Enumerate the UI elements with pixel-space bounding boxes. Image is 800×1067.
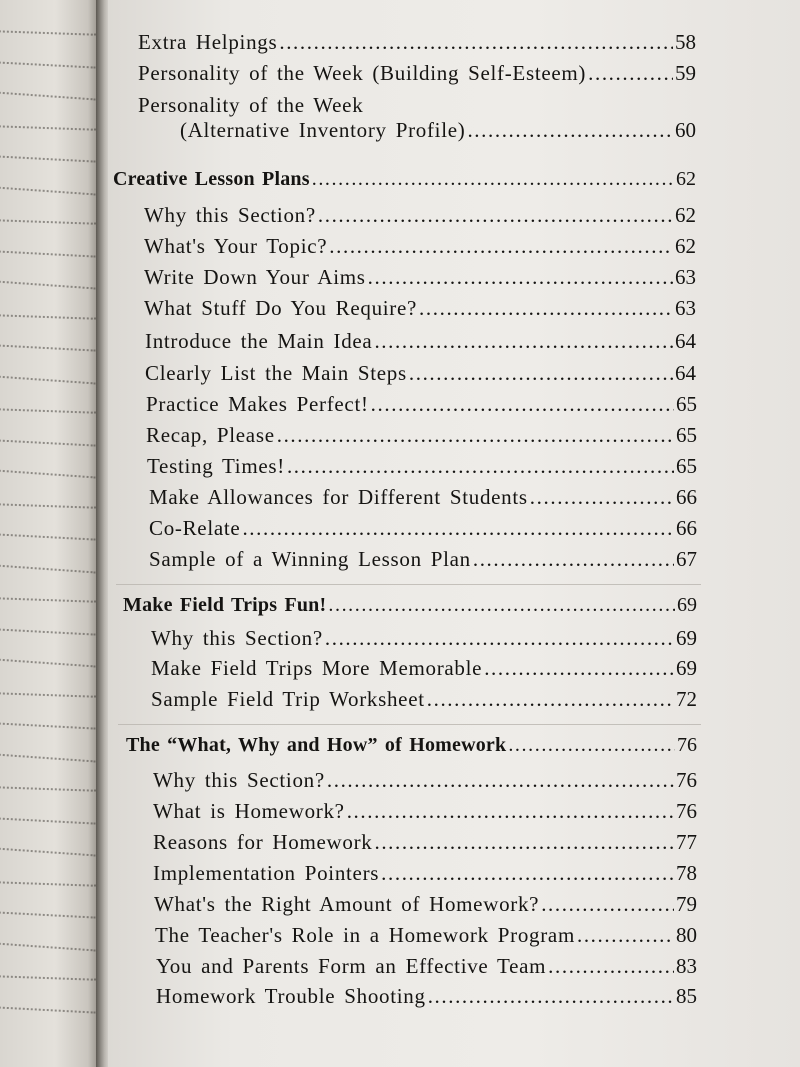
toc-entry-page: 66 bbox=[676, 516, 697, 540]
facing-page-leader bbox=[0, 460, 96, 479]
toc-entry-title: Why this Section? bbox=[144, 203, 316, 227]
dot-leader bbox=[484, 656, 674, 681]
toc-entry bbox=[153, 830, 697, 855]
facing-page-leader bbox=[0, 240, 96, 257]
toc-entry bbox=[151, 626, 697, 651]
toc-entry-title: Sample Field Trip Worksheet bbox=[151, 687, 425, 711]
toc-entry-page: 59 bbox=[675, 61, 696, 85]
toc-entry bbox=[144, 265, 696, 290]
toc-entry-page: 66 bbox=[676, 485, 697, 509]
facing-page-leader bbox=[0, 712, 96, 729]
toc-entry bbox=[153, 768, 697, 793]
facing-page-leader bbox=[0, 334, 96, 351]
toc-entry bbox=[146, 392, 697, 417]
toc-entry bbox=[151, 687, 697, 712]
toc-entry-page: 65 bbox=[676, 423, 697, 447]
facing-page-edge bbox=[0, 0, 100, 1067]
dot-leader bbox=[318, 203, 673, 228]
toc-entry bbox=[147, 454, 697, 479]
dot-leader bbox=[277, 423, 674, 448]
facing-page-leader bbox=[0, 682, 96, 697]
toc-entry-page: 76 bbox=[677, 734, 697, 756]
toc-section-title: Creative Lesson Plans bbox=[113, 168, 310, 190]
toc-entry-page: 64 bbox=[675, 361, 696, 385]
toc-entry-page: 85 bbox=[676, 984, 697, 1008]
dot-leader bbox=[508, 734, 675, 757]
toc-entry bbox=[149, 485, 697, 510]
toc-entry-page: 69 bbox=[677, 594, 697, 616]
facing-page-leader bbox=[0, 871, 96, 886]
toc-entry bbox=[146, 423, 697, 448]
toc-entry-title: Implementation Pointers bbox=[153, 861, 380, 885]
toc-entry-title: Make Field Trips More Memorable bbox=[151, 656, 483, 680]
facing-page-leader bbox=[0, 523, 96, 540]
facing-page-leader bbox=[0, 965, 96, 980]
facing-page-leader bbox=[0, 554, 96, 573]
toc-entry bbox=[138, 61, 696, 86]
toc-entry-title: Testing Times! bbox=[147, 454, 285, 478]
toc-entry-title: What Stuff Do You Require? bbox=[144, 296, 418, 320]
dot-leader bbox=[327, 768, 674, 793]
dot-leader bbox=[312, 168, 674, 191]
toc-entry-page: 76 bbox=[676, 768, 697, 792]
facing-page-leader bbox=[0, 618, 96, 635]
facing-page-leader bbox=[0, 776, 96, 791]
toc-entry-title: Sample of a Winning Lesson Plan bbox=[149, 547, 471, 571]
facing-page-leader bbox=[0, 429, 96, 446]
toc-entry bbox=[154, 892, 697, 917]
toc-entry bbox=[156, 954, 697, 979]
dot-leader bbox=[381, 861, 674, 886]
dot-leader bbox=[428, 984, 674, 1009]
facing-page-leader bbox=[0, 996, 96, 1013]
toc-entry-page: 65 bbox=[676, 392, 697, 416]
toc-entry-page: 76 bbox=[676, 799, 697, 823]
dot-leader bbox=[347, 799, 674, 824]
dot-leader bbox=[329, 234, 673, 259]
toc-entry bbox=[153, 861, 697, 886]
toc-page bbox=[108, 0, 800, 1067]
toc-entry-page: 72 bbox=[676, 687, 697, 711]
facing-page-leader bbox=[0, 176, 96, 195]
toc-entry-page: 65 bbox=[676, 454, 697, 478]
facing-page-leader bbox=[0, 365, 96, 384]
toc-entry-title: Homework Trouble Shooting bbox=[156, 984, 426, 1008]
dot-leader bbox=[328, 594, 675, 617]
toc-entry-title: (Alternative Inventory Profile) bbox=[180, 118, 466, 142]
toc-entry-title: The Teacher's Role in a Homework Program bbox=[155, 923, 575, 947]
dot-leader bbox=[577, 923, 674, 948]
facing-page-leader bbox=[0, 304, 96, 319]
facing-page-leader bbox=[0, 209, 96, 224]
dot-leader bbox=[368, 265, 673, 290]
toc-entry-page: 62 bbox=[675, 203, 696, 227]
toc-section-title: The “What, Why and How” of Homework bbox=[126, 734, 507, 756]
toc-entry-page: 79 bbox=[676, 892, 697, 916]
dot-leader bbox=[541, 892, 674, 917]
toc-section-title: Make Field Trips Fun! bbox=[123, 594, 327, 616]
dot-leader bbox=[588, 61, 673, 86]
toc-entry bbox=[145, 361, 696, 386]
facing-page-leader bbox=[0, 649, 96, 668]
toc-entry-page: 69 bbox=[676, 656, 697, 680]
facing-page-leader bbox=[0, 932, 96, 951]
toc-entry-title: Clearly List the Main Steps bbox=[145, 361, 407, 385]
toc-entry-title: Practice Makes Perfect! bbox=[146, 392, 369, 416]
dot-leader bbox=[530, 485, 674, 510]
toc-entry-page: 78 bbox=[676, 861, 697, 885]
toc-entry-page: 63 bbox=[675, 296, 696, 320]
toc-entry-page: 83 bbox=[676, 954, 697, 978]
toc-entry-page: 69 bbox=[676, 626, 697, 650]
facing-page-leader bbox=[0, 145, 96, 162]
toc-entry-title: Co-Relate bbox=[149, 516, 241, 540]
toc-entry-page: 62 bbox=[676, 168, 696, 190]
dot-leader bbox=[374, 830, 674, 855]
dot-leader bbox=[325, 626, 674, 651]
toc-entry-page: 63 bbox=[675, 265, 696, 289]
toc-entry bbox=[144, 234, 696, 259]
toc-entry bbox=[145, 329, 696, 354]
toc-entry-page: 62 bbox=[675, 234, 696, 258]
toc-entry-title: What's Your Topic? bbox=[144, 234, 328, 258]
toc-entry bbox=[149, 547, 697, 572]
toc-entry-title: Make Allowances for Different Students bbox=[149, 485, 528, 509]
toc-entry bbox=[144, 203, 696, 228]
toc-section-heading bbox=[113, 168, 696, 191]
facing-page-leader bbox=[0, 587, 96, 602]
facing-page-leader bbox=[0, 20, 96, 35]
dot-leader bbox=[548, 954, 674, 979]
toc-entry-title: Extra Helpings bbox=[138, 30, 278, 54]
toc-entry-page: 64 bbox=[675, 329, 696, 353]
dot-leader bbox=[242, 516, 674, 541]
toc-entry bbox=[156, 984, 697, 1009]
toc-entry-title: Introduce the Main Idea bbox=[145, 329, 373, 353]
toc-entry-title: Write Down Your Aims bbox=[144, 265, 366, 289]
toc-entry-title-line1: Personality of the Week bbox=[138, 93, 364, 117]
dot-leader bbox=[427, 687, 674, 712]
toc-entry-page: 67 bbox=[676, 547, 697, 571]
toc-entry bbox=[149, 516, 697, 541]
dot-leader bbox=[467, 118, 673, 143]
facing-page-leader bbox=[0, 838, 96, 857]
toc-entry-title: What's the Right Amount of Homework? bbox=[154, 892, 540, 916]
dot-leader bbox=[374, 329, 673, 354]
toc-entry bbox=[180, 118, 696, 143]
toc-section-heading bbox=[123, 594, 697, 617]
toc-entry bbox=[138, 30, 696, 55]
toc-entry bbox=[144, 296, 696, 321]
dot-leader bbox=[279, 30, 673, 55]
toc-entry-page: 60 bbox=[675, 118, 696, 142]
section-divider bbox=[116, 584, 701, 585]
dot-leader bbox=[287, 454, 674, 479]
facing-page-leader bbox=[0, 115, 96, 130]
toc-entry-title: Why this Section? bbox=[151, 626, 323, 650]
facing-page-leader bbox=[0, 493, 96, 508]
dot-leader bbox=[371, 392, 674, 417]
toc-entry-title: You and Parents Form an Effective Team bbox=[156, 954, 547, 978]
facing-page-leader bbox=[0, 743, 96, 762]
facing-page-leader bbox=[0, 398, 96, 413]
toc-entry-page: 80 bbox=[676, 923, 697, 947]
toc-entry-title: What is Homework? bbox=[153, 799, 345, 823]
toc-entry-title: Recap, Please bbox=[146, 423, 275, 447]
dot-leader bbox=[473, 547, 674, 572]
dot-leader bbox=[419, 296, 673, 321]
toc-section-heading bbox=[126, 734, 697, 757]
dot-leader bbox=[409, 361, 673, 386]
toc-entry-page: 77 bbox=[676, 830, 697, 854]
section-divider bbox=[118, 724, 701, 725]
facing-page-leader bbox=[0, 901, 96, 918]
toc-entry-title: Why this Section? bbox=[153, 768, 325, 792]
toc-entry bbox=[155, 923, 697, 948]
toc-entry-page: 58 bbox=[675, 30, 696, 54]
facing-page-leader bbox=[0, 51, 96, 68]
toc-entry bbox=[151, 656, 697, 681]
facing-page-leader bbox=[0, 271, 96, 290]
facing-page-leader bbox=[0, 807, 96, 824]
toc-entry-title: Personality of the Week (Building Self-Esteem) bbox=[138, 61, 587, 85]
facing-page-leader bbox=[0, 82, 96, 101]
toc-entry bbox=[153, 799, 697, 824]
toc-entry-title: Reasons for Homework bbox=[153, 830, 373, 854]
